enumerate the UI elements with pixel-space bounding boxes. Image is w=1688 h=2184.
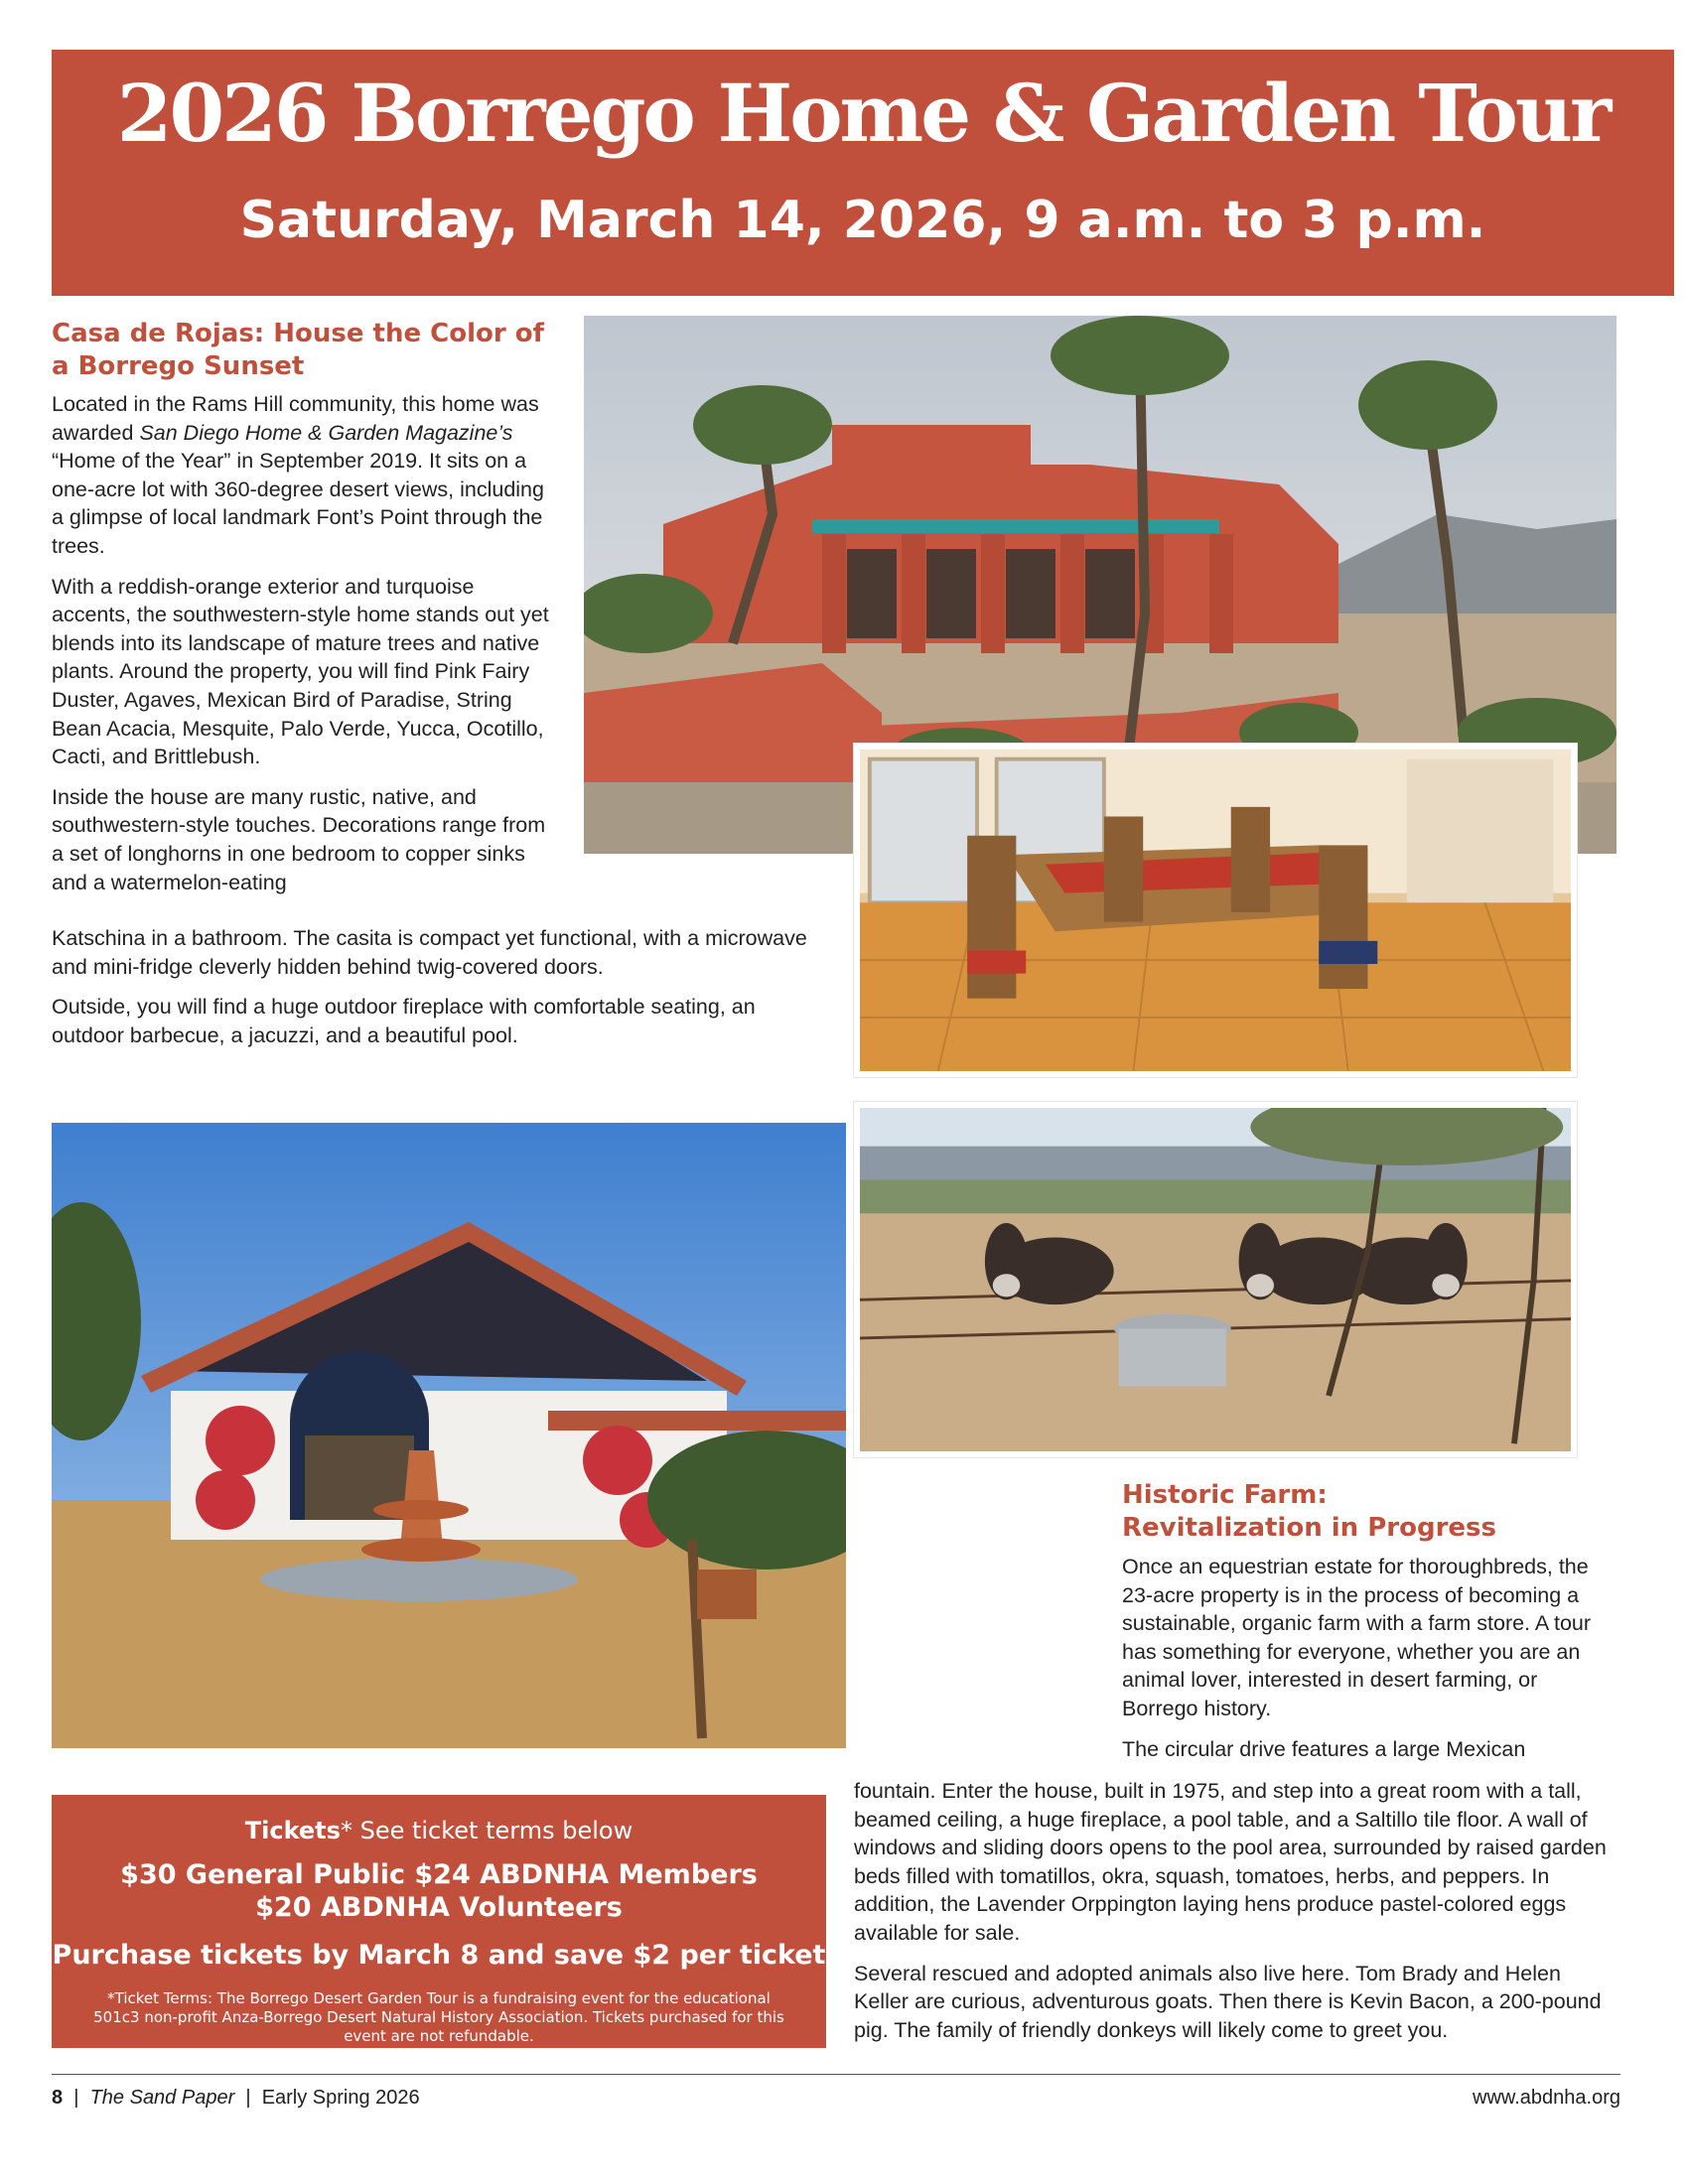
ticket-prices-line2: $20 ABDNHA Volunteers (255, 1892, 623, 1923)
casa-heading-line2: a Borrego Sunset (52, 351, 305, 381)
casa-heading (52, 318, 544, 383)
farm-heading-line2: Revitalization in Progress (1122, 1513, 1496, 1543)
casa-article-text-cont (52, 924, 826, 1061)
footer-left (52, 2087, 420, 2110)
page-number: 8 (52, 2087, 64, 2109)
farm-paragraph-2a: The circular drive features a large Mexican (1122, 1736, 1526, 1761)
website-link[interactable]: www.abdnha.org (1473, 2087, 1620, 2109)
photo-farm-donkeys (854, 1102, 1577, 1457)
casa-heading-line1: Casa de Rojas: House the Color of (52, 319, 544, 348)
event-date: Saturday, March 14, 2026, 9 a.m. to 3 p.m. (239, 191, 1486, 250)
farm-article-text (1122, 1553, 1618, 1763)
farm-paragraph-3: Several rescued and adopted animals also live here. Tom Brady and Helen Keller are curious, adventurous goats. Then there is Kevin Bacon, a 200-pound pig. The family of friendly donkeys will likely come to greet you. (854, 1961, 1602, 2042)
casa-p1-text-end: “Home of the Year” in September 2019. It sits on a one-acre lot with 360-degree desert views, including a glimpse of local landmark Font’s Point through the trees. (52, 449, 544, 558)
page-title: 2026 Borrego Home & Garden Tour (116, 67, 1610, 160)
tickets-label: Tickets (244, 1817, 341, 1844)
tickets-heading (52, 1817, 826, 1844)
photo-farm-house (52, 1123, 846, 1748)
farm-heading-line1: Historic Farm: (1122, 1480, 1328, 1510)
ticket-terms: *Ticket Terms: The Borrego Desert Garden Tour is a fundraising event for the educational 501c3 non-profit Anza-Borrego Desert Natural History Association. Tickets purchased for this event are not refundable. (93, 1989, 784, 2045)
farm-paragraph-1: Once an equestrian estate for thoroughbreds, the 23-acre property is in the process of becoming a sustainable, organic farm with a farm store. A tour has something for everyone, whether you are an animal lover, interested in desert farming, or Borrego history. (1122, 1555, 1592, 1720)
casa-paragraph-4: Outside, you will find a huge outdoor fireplace with comfortable seating, an outdoor barbecue, a jacuzzi, and a beautiful pool. (52, 995, 756, 1047)
casa-paragraph-3a: Inside the house are many rustic, native, and southwestern-style touches. Decorations range from a set of longhorns in one bedroom to copper sinks and a watermelon-eating (52, 784, 546, 894)
footer-divider (52, 2074, 1620, 2075)
tickets-box (52, 1795, 826, 2048)
issue-name: Early Spring 2026 (261, 2087, 420, 2109)
farm-heading (1122, 1479, 1496, 1545)
publication-name: The Sand Paper (89, 2087, 235, 2109)
casa-article-text (52, 390, 556, 896)
early-purchase-promo: Purchase tickets by March 8 and save $2 per ticket (52, 1940, 826, 1971)
tickets-note: * See ticket terms below (340, 1817, 633, 1844)
footer-separator: | (245, 2087, 251, 2109)
header-banner (52, 50, 1674, 296)
photo-casa-dining-room (854, 744, 1577, 1077)
farm-paragraph-2b: fountain. Enter the house, built in 1975, and step into a great room with a tall, beamed ceiling, a huge fireplace, a pool table, and a Saltillo tile floor. A wall of windows and sliding doors opens to the pool area, surrounded by raised garden beds filled with tomatillos, okra, squash, tomatoes, herbs, and peppers. In addition, the Lavender Orppington laying hens produce pastel-colored eggs available for sale. (854, 1779, 1607, 1945)
casa-paragraph-2: With a reddish-orange exterior and turquoise accents, the southwestern-style home stands out yet blends into its landscape of mature trees and native plants. Around the property, you will find Pink Fairy Duster, Agaves, Mexican Bird of Paradise, String Bean Acacia, Mesquite, Palo Verde, Yucca, Ocotillo, Cacti, and Brittlebush. (52, 574, 549, 769)
farm-article-text-cont (854, 1777, 1609, 2056)
casa-paragraph-3b: Katschina in a bathroom. The casita is compact yet functional, with a microwave and mini-fridge cleverly hidden behind twig-covered doors. (52, 926, 807, 979)
footer-separator: | (73, 2087, 79, 2109)
casa-p1-text: Located in the Rams Hill community, this home was awarded (52, 392, 539, 445)
casa-paragraph-1 (52, 390, 556, 561)
ticket-prices-line1: $30 General Public $24 ABDNHA Members (120, 1859, 758, 1890)
magazine-name: San Diego Home & Garden Magazine’s (139, 420, 513, 445)
ticket-prices (52, 1858, 826, 1924)
